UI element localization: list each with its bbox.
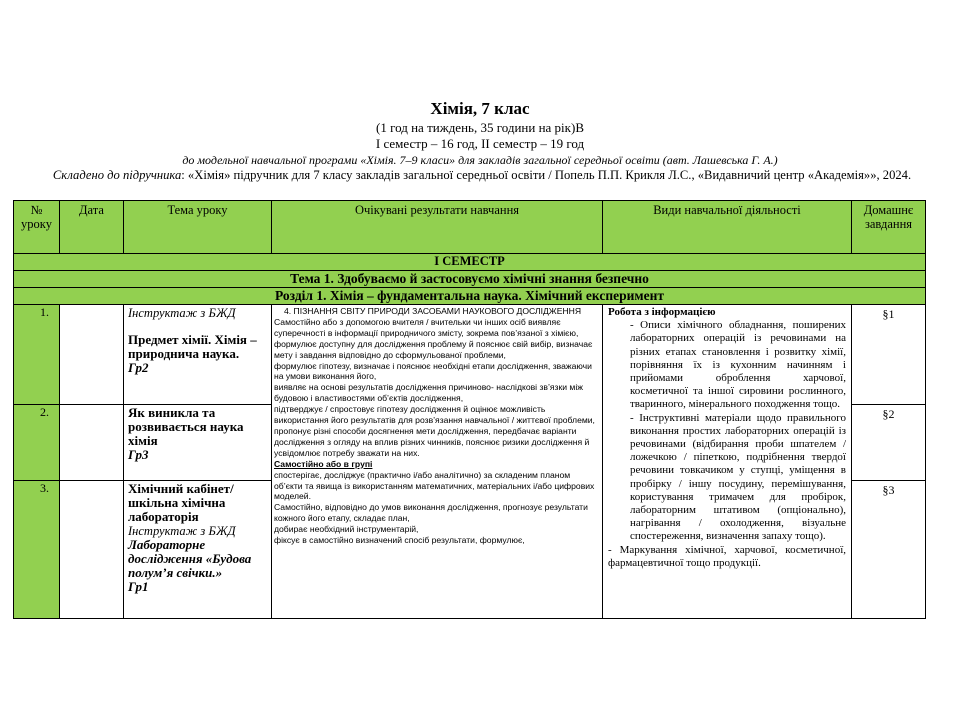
section-band: Розділ 1. Хімія – фундаментальна наука. Хімічний експеримент [14, 288, 926, 305]
hours-line: (1 год на тиждень, 35 години на рік)В [376, 120, 584, 135]
topic-title: Хімічний кабінет/шкільна хімічна лабораторія [128, 481, 234, 524]
semester-hours-line: I семестр – 16 год, II семестр – 19 год [375, 136, 585, 151]
result-line: формулює доступну для дослідження проблему й пояснює свій вибір, визначає мету і завдання відповідно до сформульованої проблеми, [274, 338, 593, 360]
lesson-number: 1. [14, 305, 60, 405]
textbook-line [50, 168, 914, 183]
topic-title: Предмет хімії. Хімія – природнича наука. [128, 332, 257, 361]
textbook-body: : «Хімія» підручник для 7 класу закладів загальної середньої освіти / Попель П.П. Крикля Л.С., «Видавничий центр «Академія»», 2024. [181, 168, 912, 182]
lesson-number: 2. [14, 405, 60, 481]
topic-title: Як виникла та розвивається наука хімія [128, 405, 244, 448]
col-header-homework: Домашнє завдання [852, 201, 926, 254]
activity-item: - Інструктивні матеріали щодо правильного виконання простих лабораторних операцій із речовинами (відбирання проби шпателем / ложечкою / піпеткою, подрібнення твердої речовини товкачиком у ступці, уміщення в пробірку / іншу посудину, перемішування, користування тримачем для пробірок, лабораторним штативом (опціонально), нагрівання / охолодження, візуальне спостереження, визначення запаху тощо). [630, 411, 846, 543]
table-header-row [14, 201, 926, 254]
activity-item: - Описи хімічного обладнання, поширених лабораторних операцій із речовинами на різних етапах становлення і розвитку хімії, порівняння їх із кухонним начинням і прийомами оброблення харчової, косметичної та іншої сировини рослинного, тваринного, мінерального походження тощо. [630, 319, 846, 411]
activities-title: Робота з інформацією [608, 306, 716, 318]
learning-activities [603, 305, 852, 619]
result-line: підтверджує / спростовує гіпотезу дослідження й оцінює можливість використання його результатів для розв’язання навчальної / життєвої проблеми, [274, 404, 595, 426]
homework: §1 [852, 305, 926, 405]
results-caption: 4. ПІЗНАННЯ СВІТУ ПРИРОДИ ЗАСОБАМИ НАУКОВОГО ДОСЛІДЖЕННЯ [284, 306, 582, 316]
col-header-topic: Тема уроку [124, 201, 272, 254]
result-line: Самостійно, відповідно до умов виконання дослідження, прогнозує результати кожного його етапу, складає план, [274, 502, 588, 524]
lesson-plan-table [13, 200, 926, 619]
activity-item: - Маркування хімічної, харчової, косметичної, фармацевтичної тощо продукції. [608, 543, 846, 569]
homework: §3 [852, 481, 926, 619]
lesson-date [60, 405, 124, 481]
result-line: фіксує в самостійно визначений спосіб результати, формулює, [274, 535, 525, 546]
safety-briefing: Інструктаж з БЖД [128, 524, 236, 538]
homework: §2 [852, 405, 926, 481]
table-row [14, 305, 926, 405]
col-header-number: № уроку [14, 201, 60, 254]
col-header-results: Очікувані результати навчання [272, 201, 603, 254]
lesson-date [60, 305, 124, 405]
result-line: формулює гіпотезу, визначає і пояснює необхідні етапи дослідження, зважаючи на умови виконання його, [274, 360, 592, 382]
lesson-topic [124, 405, 272, 481]
result-line: виявляє на основі результатів дослідження причиново- наслідкові зв’язки між будовою і властивостями об’єктів дослідження, [274, 382, 583, 404]
col-header-activities: Види навчальної діяльності [603, 201, 852, 254]
theme-band: Тема 1. Здобуваємо й застосовуємо хімічні знання безпечно [14, 271, 926, 288]
col-header-date: Дата [60, 201, 124, 254]
result-line: добирає необхідний інструментарій, [274, 524, 419, 535]
lab-study: Лабораторне дослідження «Будова полум’я свічки.» [128, 537, 252, 580]
lesson-topic [124, 305, 272, 405]
textbook-prefix: Складено до підручника [52, 168, 182, 182]
result-line: Самостійно або з допомогою вчителя / вчительки чи інших осіб виявляє суперечності в інформації природничого змісту, зокрема пов’язаної з хімією, [274, 316, 579, 338]
topic-group: Гр1 [128, 579, 149, 594]
result-line: спостерігає, досліджує (практично і/або аналітично) за складеним планом об’єкти та явища із використанням математичних, матеріальних і/або цифрових моделей. [274, 469, 595, 502]
semester-band: I СЕМЕСТР [14, 254, 926, 271]
topic-group: Гр3 [128, 447, 149, 462]
program-line: до модельної навчальної програми «Хімія. 7–9 класи» для закладів загальної середньої освіти (авт. Лашевська Г. А.) [182, 153, 778, 167]
result-subheading: Самостійно або в групі [274, 458, 373, 469]
document-title: Хімія, 7 клас [430, 99, 530, 118]
topic-group: Гр2 [128, 360, 149, 375]
lesson-number: 3. [14, 481, 60, 619]
safety-briefing: Інструктаж з БЖД [128, 306, 236, 320]
expected-results [272, 305, 603, 619]
result-line: пропонує різні способи досягнення мети дослідження, передбачає варіанти дослідження з огляду на вплив різних чинників, пояснює ризики дослідження й усвідомлює потребу зважати на них. [274, 425, 590, 458]
lesson-date [60, 481, 124, 619]
lesson-topic [124, 481, 272, 619]
